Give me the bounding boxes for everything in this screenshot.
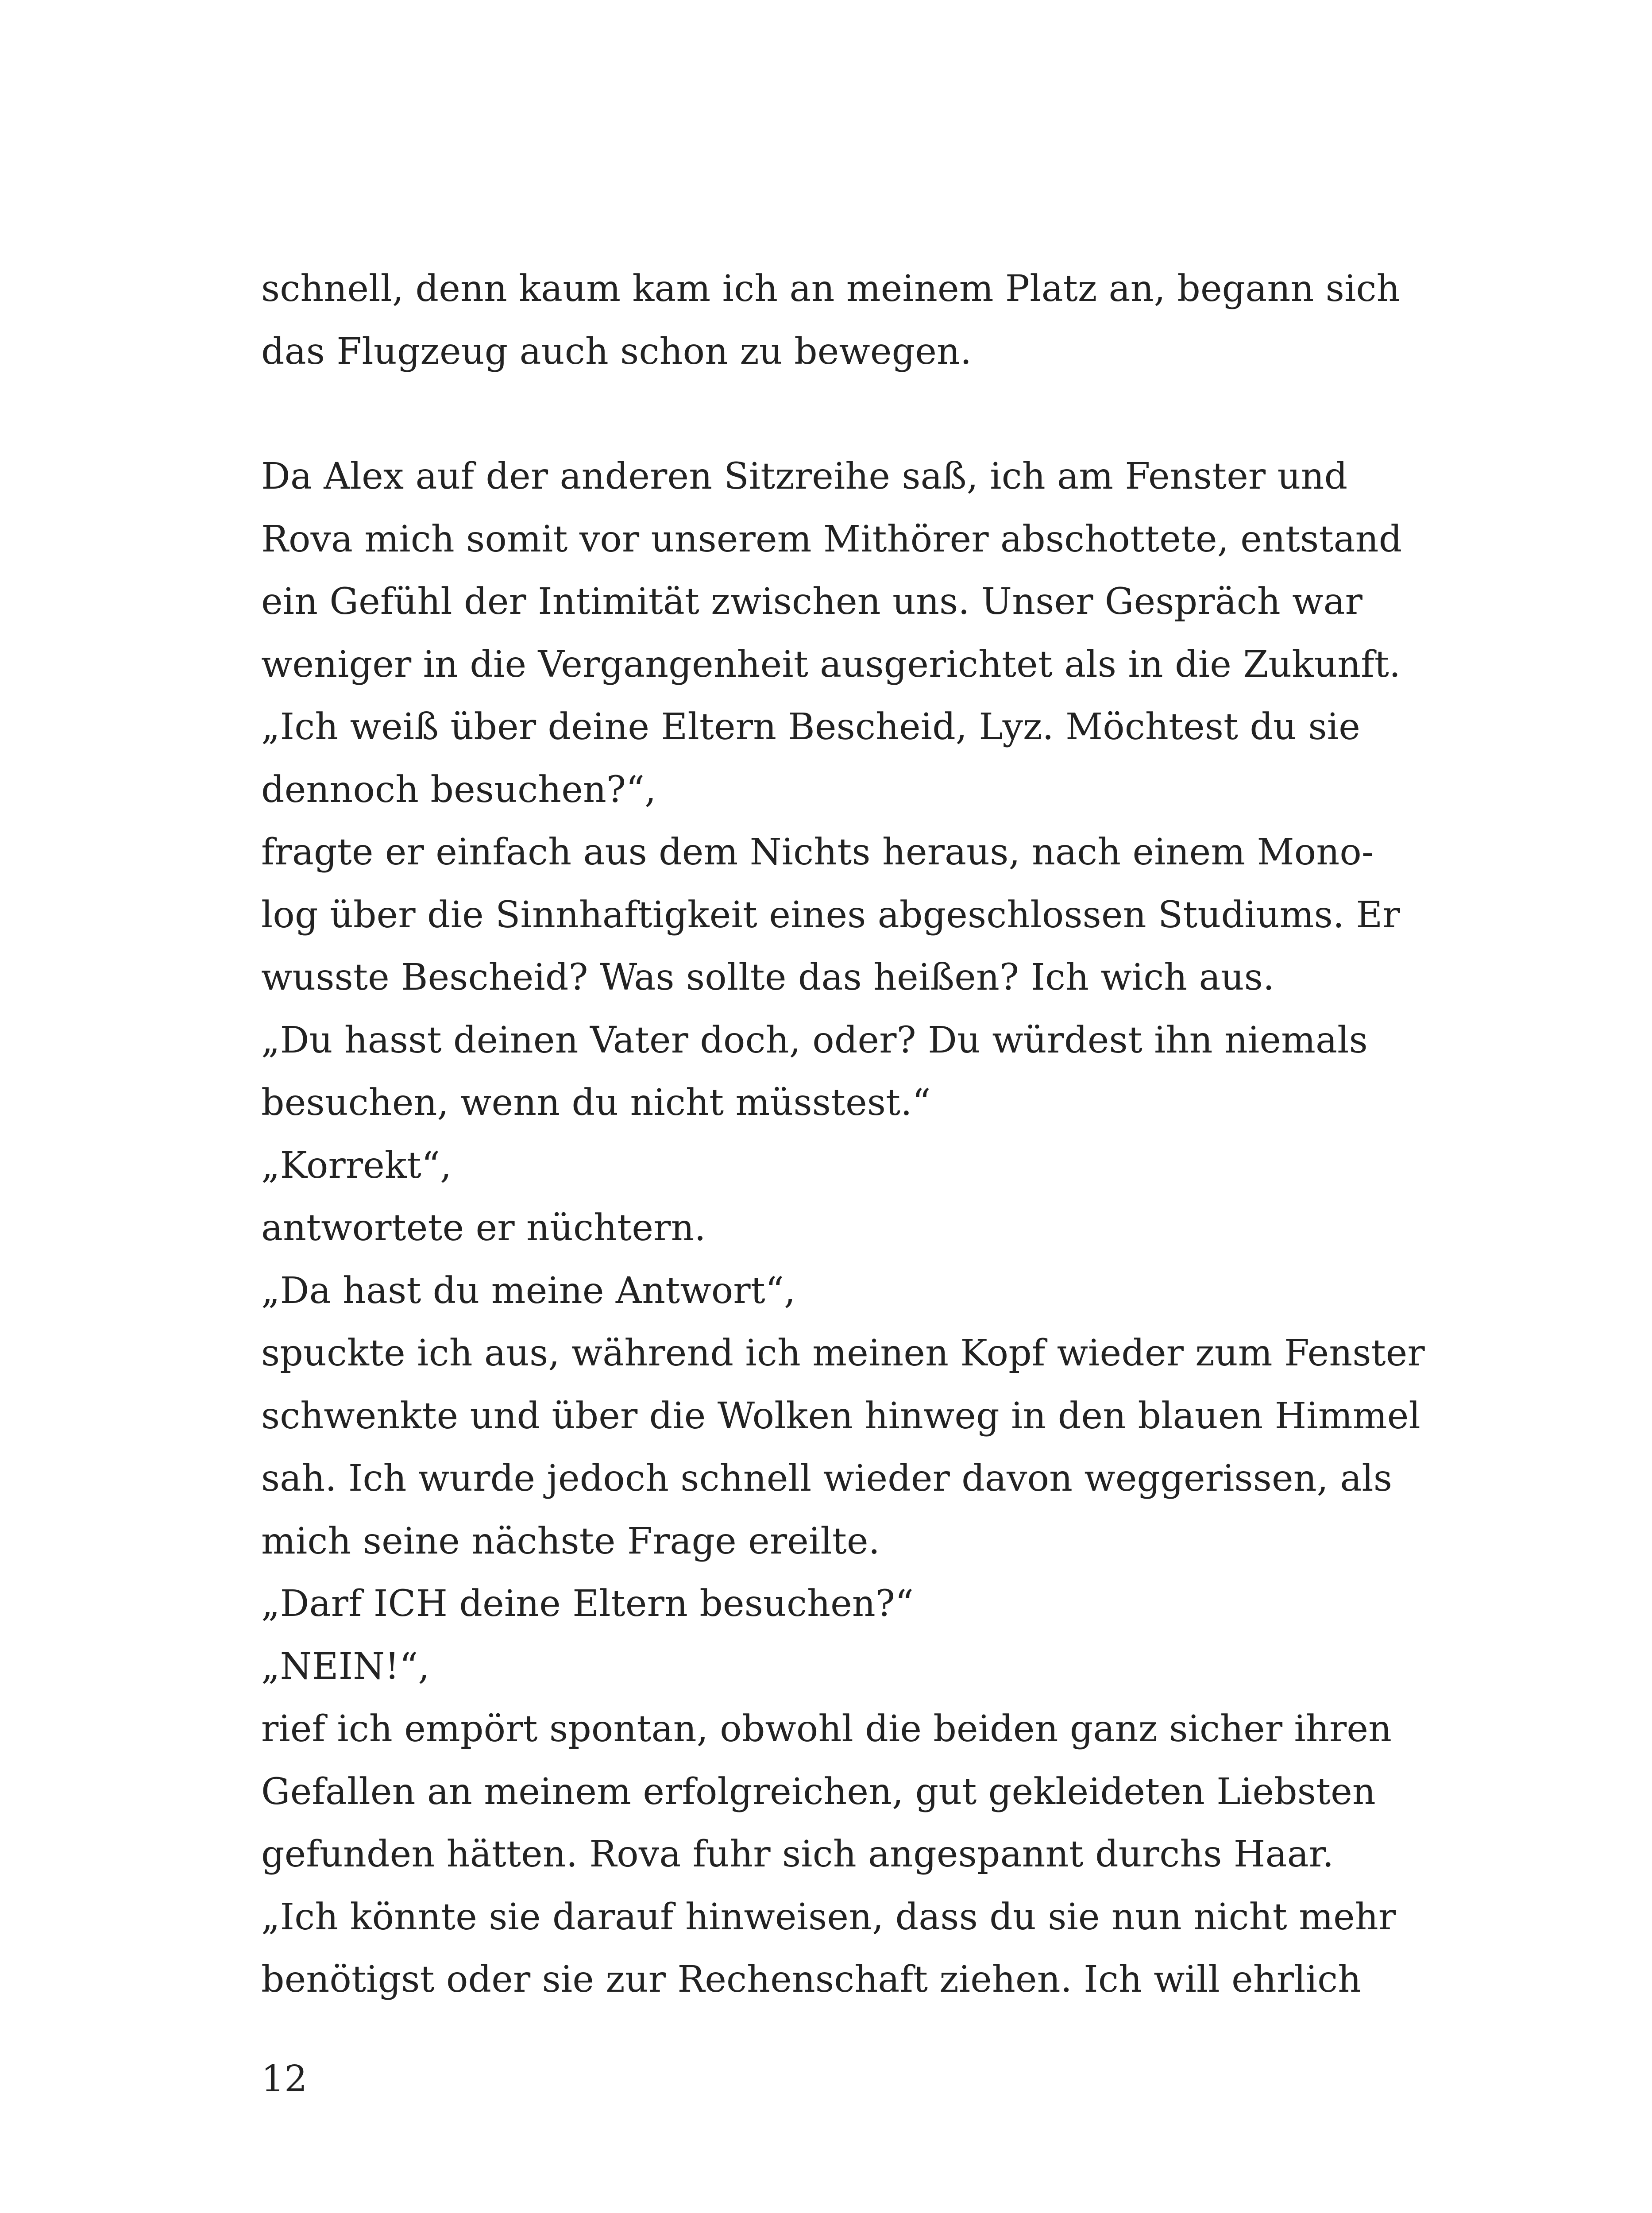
text-line: „NEIN!“, [261,1645,430,1688]
text-line: sah. Ich wurde jedoch schnell wieder davon weggerissen, als [261,1457,1393,1500]
text-line: Gefallen an meinem erfolgreichen, gut gekleideten Liebsten [261,1770,1376,1813]
text-line: Rova mich somit vor unserem Mithörer abschottete, entstand [261,518,1402,560]
text-line: schnell, denn kaum kam ich an meinem Platz an, begann sich [261,268,1400,310]
text-line: gefunden hätten. Rova fuhr sich angespannt durchs Haar. [261,1833,1334,1875]
text-line: „Da hast du meine Antwort“, [261,1269,796,1312]
text-line: wusste Bescheid? Was sollte das heißen? Ich wich aus. [261,956,1275,999]
text-line: weniger in die Vergangenheit ausgerichtet als in die Zukunft. [261,643,1401,686]
text-line: rief ich empört spontan, obwohl die beiden ganz sicher ihren [261,1708,1392,1750]
text-line: „Darf ICH deine Eltern besuchen?“ [261,1583,914,1625]
text-line: spuckte ich aus, während ich meinen Kopf wieder zum Fenster [261,1332,1425,1374]
body-text [261,258,1425,2011]
text-line: Da Alex auf der anderen Sitzreihe saß, ich am Fenster und [261,455,1348,497]
text-line: ein Gefühl der Intimität zwischen uns. Unser Gespräch war [261,581,1363,623]
text-line: benötigst oder sie zur Rechenschaft ziehen. Ich will ehrlich [261,1959,1362,2001]
text-line: „Korrekt“, [261,1144,452,1187]
text-line: das Flugzeug auch schon zu bewegen. [261,330,972,373]
text-line: schwenkte und über die Wolken hinweg in den blauen Himmel [261,1395,1420,1437]
text-line: „Ich könnte sie darauf hinweisen, dass du sie nun nicht mehr [261,1896,1396,1938]
text-line: antwortete er nüchtern. [261,1207,706,1249]
text-line: besuchen, wenn du nicht müsstest.“ [261,1082,931,1124]
text-line: mich seine nächste Frage ereilte. [261,1520,880,1562]
paragraph-2 [261,445,1425,2011]
text-line: „Du hasst deinen Vater doch, oder? Du würdest ihn niemals [261,1019,1368,1061]
page-number: 12 [261,2058,308,2100]
text-line: log über die Sinnhaftigkeit eines abgeschlossen Studiums. Er [261,894,1400,936]
text-line: dennoch besuchen?“, [261,768,656,811]
text-line: „Ich weiß über deine Eltern Bescheid, Lyz. Möchtest du sie [261,706,1360,748]
text-line: fragte er einfach aus dem Nichts heraus, nach einem Mono- [261,831,1374,873]
paragraph-spacer [261,383,1359,445]
paragraph-1 [261,258,1400,383]
